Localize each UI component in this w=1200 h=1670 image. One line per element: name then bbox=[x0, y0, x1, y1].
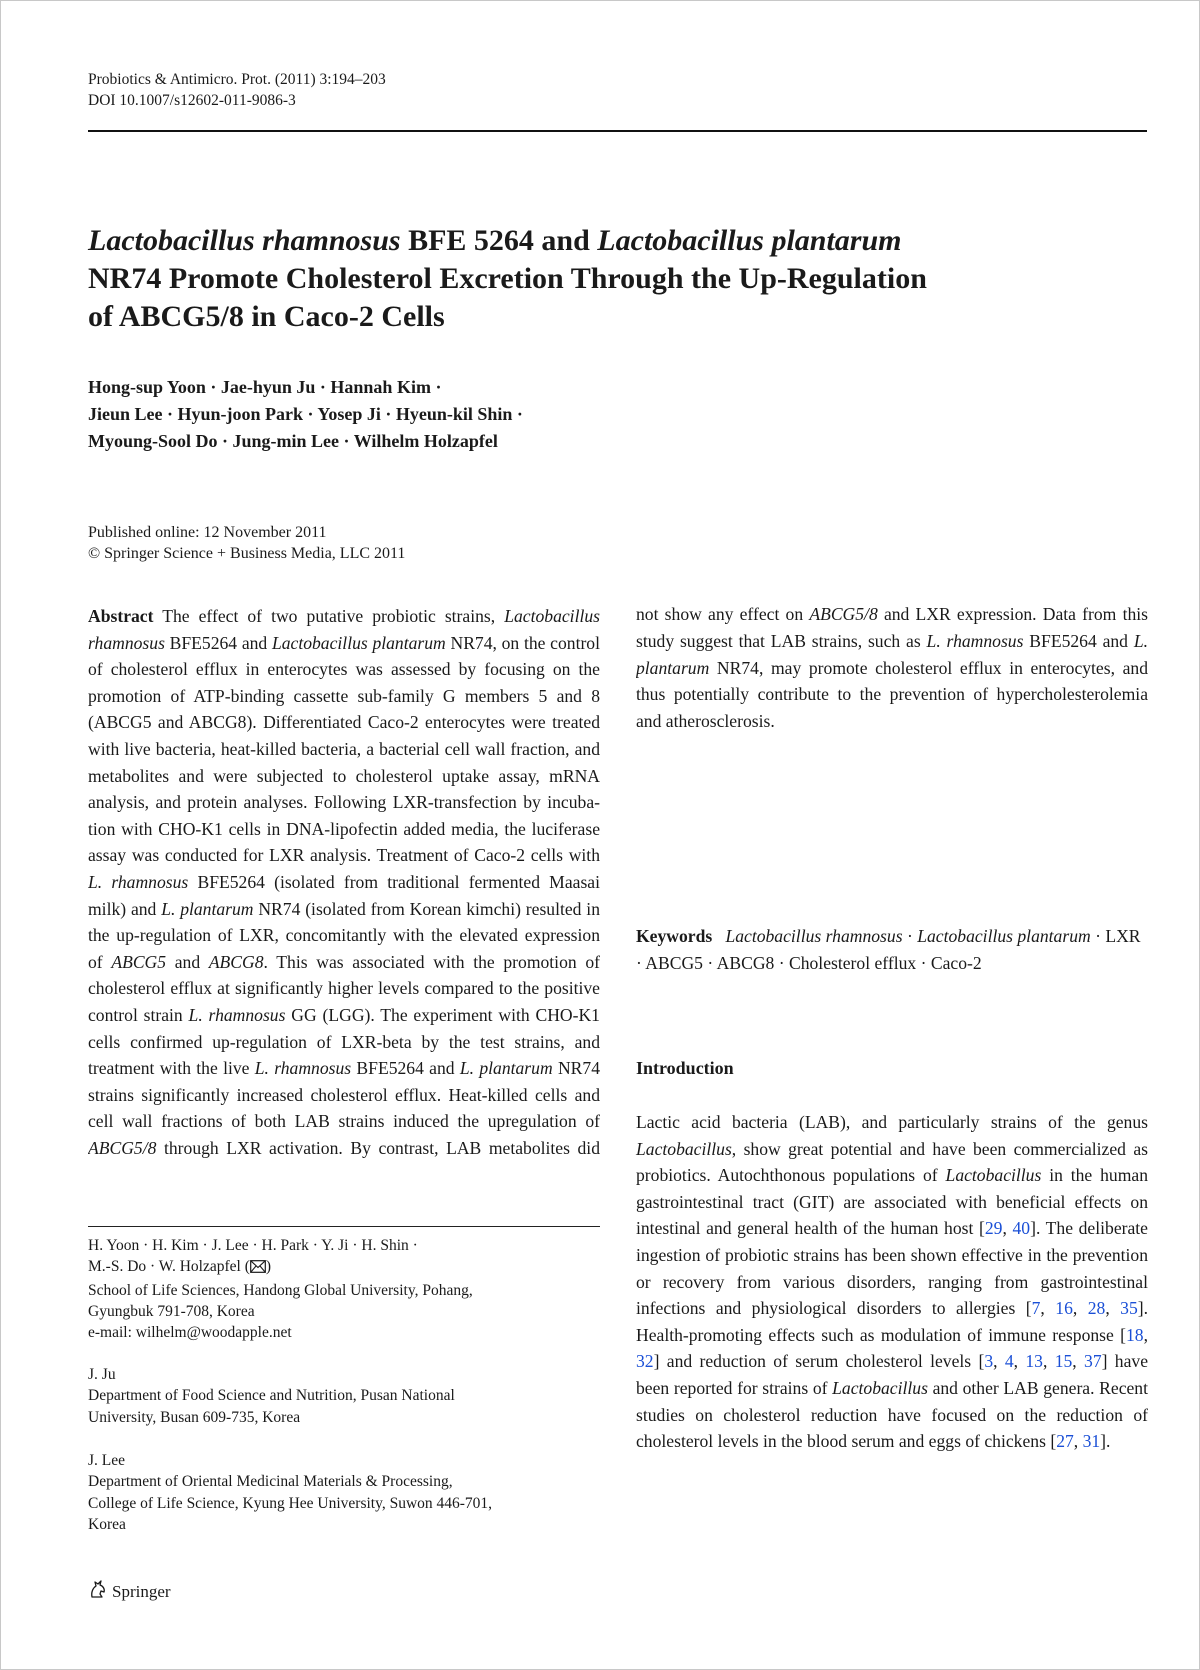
abstract-paragraph-continued: not show any effect on ABCG5/8 and LXR expression. Data from this study suggest that LAB strains, such as L. rhamnosus BFE5264 and L. plantarum NR74, may promote cholesterol efflux in enterocytes, and thus potentially contribute to the prevention of hypercholesterolemia and atherosclerosis. bbox=[636, 604, 1148, 731]
publisher-footer bbox=[88, 1579, 171, 1605]
introduction-body: Lactic acid bacteria (LAB), and particularly strains of the genus Lactobacillus, show great potential and have been commercialized as probiotics. Autochthonous populations of Lactobacillus in the human gastrointestinal tract (GIT) are associated with beneficial effects on intestinal and general health of the human host [29, 40]. The deliberate ingestion of probiotic strains has been shown effective in the prevention or recovery from various disorders, ranging from gastrointestinal infections and physiological disorders to allergies [7, 16, 28, 35]. Health-promoting effects such as modulation of immune response [18, 32] and reduction of serum cholesterol levels [3, 4, 13, 15, 37] have been reported for strains of Lactobacillus and other LAB genera. Recent studies on cholesterol reduction have focused on the reduction of cholesterol levels in the blood serum and eggs of chickens [27, 31]. bbox=[636, 1112, 1149, 1452]
title-line-2: NR74 Promote Cholesterol Excretion Through the Up-Regulation bbox=[88, 262, 927, 295]
citation-link[interactable]: 18 bbox=[1126, 1324, 1144, 1345]
introduction-heading: Introduction bbox=[636, 1058, 734, 1078]
authors-line-1: Hong-sup Yoon · Jae-hyun Ju · Hannah Kim · bbox=[88, 377, 442, 397]
corresponding-email: e-mail: wilhelm@woodapple.net bbox=[88, 1324, 292, 1342]
copyright-notice: © Springer Science + Business Media, LLC 2011 bbox=[88, 545, 406, 562]
affiliation-3: J. Lee Department of Oriental Medicinal Materials & Processing, College of Life Science, Kyung Hee University, Suwon 446-701, Korea bbox=[88, 1452, 493, 1533]
publisher-name: Springer bbox=[112, 1582, 171, 1601]
title-species-2: Lactobacillus plantarum bbox=[597, 224, 902, 257]
keywords: Keywords Lactobacillus rhamnosus · Lactobacillus plantarum · LXR · ABCG5 · ABCG8 · Cholesterol efflux · Caco-2 bbox=[636, 926, 1141, 973]
abstract-right-column bbox=[636, 603, 1148, 896]
title-line-3: of ABCG5/8 in Caco-2 Cells bbox=[88, 300, 445, 333]
article-title bbox=[88, 222, 1138, 336]
author-list bbox=[88, 374, 788, 455]
doi: DOI 10.1007/s12602-011-9086-3 bbox=[88, 92, 296, 109]
citation-link[interactable]: 28 bbox=[1087, 1298, 1106, 1319]
publication-info bbox=[88, 522, 405, 564]
citation-link[interactable]: 4 bbox=[1004, 1351, 1014, 1372]
citation-link[interactable]: 32 bbox=[636, 1351, 654, 1372]
keywords-label: Keywords bbox=[636, 926, 713, 946]
citation-link[interactable]: 31 bbox=[1082, 1431, 1101, 1452]
abstract-paragraph: Abstract The effect of two putative probiotic strains, Lactobacillus rhamnosus BFE5264 and Lactobacillus plantarum NR74, on the control of cholesterol efflux in enterocytes was assessed by focusing on the promotion of ATP-binding cassette sub-family G members 5 and 8 (ABCG5 and ABCG8). Differentiated Caco-2 enterocytes were treated with live bacteria, heat-killed bacteria, a bacterial cell wall fraction, and metabolites and were subjected to cholesterol uptake assay, mRNA analysis, and protein analyses. Following LXR-transfection by incubation with CHO-K1 cells in DNA-lipofectin added media, the luciferase assay was conducted for LXR analysis. Treatment of Caco-2 cells with L. rhamnosus BFE5264 (isolated from traditional fermented Maasai milk) and L. plantarum NR74 (isolated from Korean kimchi) resulted in the up-regulation of LXR, concomitantly with the elevated expression of ABCG5 and ABCG8. This was associated with the promotion of cholesterol efflux at significantly higher levels compared to the positive control strain L. rhamnosus GG (LGG). The experiment with CHO-K1 cells confirmed up-regulation of LXR-beta by the test strains, and treatment with the live L. rhamnosus BFE5264 and L. plantarum NR74 strains significantly increased cholesterol efflux. Heat-killed cells and cell wall fractions of both LAB strains induced the upregulation of ABCG5/8 through LXR activation. By contrast, LAB metabolites did bbox=[88, 606, 600, 1158]
title-text-1: BFE 5264 and bbox=[400, 224, 598, 257]
citation-link[interactable]: 40 bbox=[1012, 1218, 1031, 1239]
citation-link[interactable]: 7 bbox=[1031, 1298, 1041, 1319]
authors-line-3: Myoung-Sool Do · Jung-min Lee · Wilhelm Holzapfel bbox=[88, 431, 498, 451]
envelope-icon bbox=[250, 1258, 266, 1279]
citation-link[interactable]: 15 bbox=[1054, 1351, 1073, 1372]
citation-link[interactable]: 29 bbox=[984, 1218, 1003, 1239]
title-species-1: Lactobacillus rhamnosus bbox=[88, 224, 401, 257]
citation-link[interactable]: 16 bbox=[1055, 1298, 1073, 1319]
authors-line-2: Jieun Lee · Hyun-joon Park · Yosep Ji · Hyeun-kil Shin · bbox=[88, 404, 523, 424]
journal-citation: Probiotics & Antimicro. Prot. (2011) 3:194–203 bbox=[88, 71, 386, 88]
affiliation-2: J. Ju Department of Food Science and Nutrition, Pusan National University, Busan 609-735, Korea bbox=[88, 1366, 455, 1426]
springer-horse-icon bbox=[88, 1579, 108, 1605]
abstract-left-column bbox=[88, 603, 600, 1163]
citation-link[interactable]: 27 bbox=[1056, 1431, 1074, 1452]
abstract-label: Abstract bbox=[88, 606, 154, 626]
citation-link[interactable]: 37 bbox=[1084, 1351, 1102, 1372]
header-rule bbox=[88, 130, 1147, 132]
published-online-date: Published online: 12 November 2011 bbox=[88, 524, 327, 541]
citation-link[interactable]: 3 bbox=[984, 1351, 994, 1372]
footnote-rule bbox=[88, 1226, 600, 1227]
citation-link[interactable]: 13 bbox=[1025, 1351, 1043, 1372]
citation-link[interactable]: 35 bbox=[1120, 1298, 1138, 1319]
affiliation-1: H. Yoon · H. Kim · J. Lee · H. Park · Y. Ji · H. Shin · M.-S. Do · W. Holzapfel ( ) School of Life Sciences, Handong Global University, Pohang, Gyungbuk 791-708, Korea e-mail: wilhelm@woodapple.net bbox=[88, 1235, 600, 1343]
